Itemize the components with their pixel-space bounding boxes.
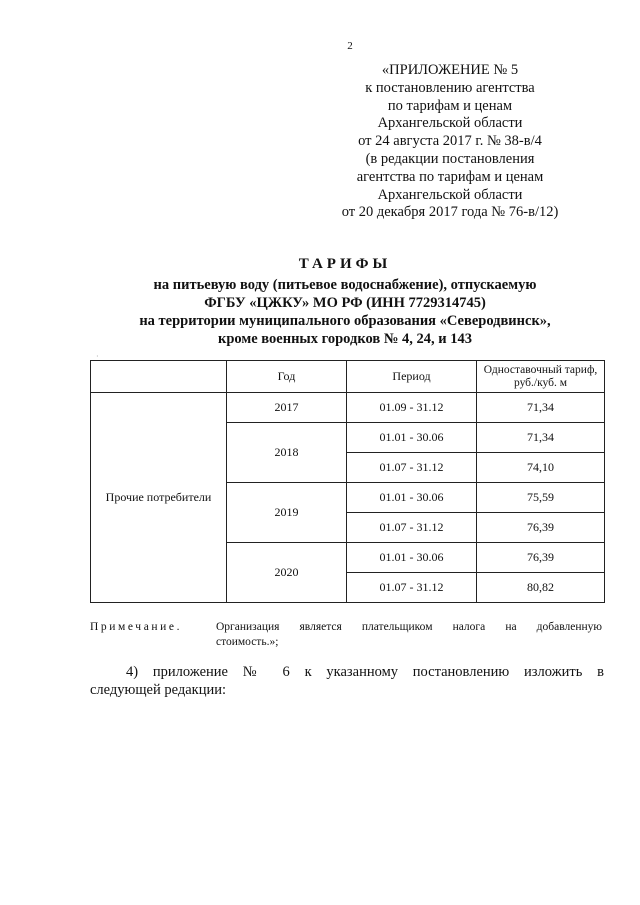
appendix-line: по тарифам и ценам xyxy=(387,97,513,114)
consumer-cell: Прочие потребители xyxy=(91,393,227,603)
appendix-line: к постановлению агентства xyxy=(365,79,535,96)
document-title xyxy=(90,255,600,348)
table-header-row xyxy=(91,361,605,393)
title-main: ТАРИФЫ xyxy=(298,256,392,272)
paragraph-line: следующей редакции: xyxy=(90,682,227,698)
note-text-continued: стоимость.»; xyxy=(216,636,279,648)
note-label: Примечание. xyxy=(90,621,183,633)
title-line: ФГБУ «ЦЖКУ» МО РФ (ИНН 7729314745) xyxy=(204,295,486,311)
table-row xyxy=(91,393,605,423)
appendix-line: Архангельской области xyxy=(377,115,523,132)
title-line: на питьевую воду (питьевое водоснабжение), отпускаемую xyxy=(153,277,537,293)
tariffs-table xyxy=(90,360,605,603)
period-cell: 01.01 - 30.06 xyxy=(347,423,477,453)
tariff-cell: 75,59 xyxy=(477,483,605,513)
header-period: Период xyxy=(347,361,477,393)
period-cell: 01.07 - 31.12 xyxy=(347,573,477,603)
tariff-cell: 71,34 xyxy=(477,423,605,453)
tariff-cell: 74,10 xyxy=(477,453,605,483)
appendix-line: от 20 декабря 2017 года № 76-в/12) xyxy=(341,204,559,221)
appendix-line: от 24 августа 2017 г. № 38-в/4 xyxy=(358,133,542,150)
year-cell: 2018 xyxy=(227,423,347,483)
appendix-line: агентства по тарифам и ценам xyxy=(356,168,544,185)
year-cell: 2019 xyxy=(227,483,347,543)
stray-mark: · xyxy=(96,352,99,361)
year-cell: 2017 xyxy=(227,393,347,423)
period-cell: 01.09 - 31.12 xyxy=(347,393,477,423)
header-year: Год xyxy=(227,361,347,393)
appendix-line: «ПРИЛОЖЕНИЕ № 5 xyxy=(381,62,519,78)
period-cell: 01.07 - 31.12 xyxy=(347,453,477,483)
year-cell: 2020 xyxy=(227,543,347,603)
tariff-cell: 76,39 xyxy=(477,543,605,573)
tariff-cell: 80,82 xyxy=(477,573,605,603)
header-tariff: Одноставочный тариф, руб./куб. м xyxy=(477,361,605,393)
header-consumer xyxy=(91,361,227,393)
appendix-line: Архангельской области xyxy=(377,186,523,203)
appendix-header xyxy=(330,62,570,222)
period-cell: 01.01 - 30.06 xyxy=(347,483,477,513)
period-cell: 01.01 - 30.06 xyxy=(347,543,477,573)
title-line: на территории муниципального образования «Северодвинск», xyxy=(139,313,551,329)
paragraph-line: 4) приложение № 6 к указанному постановлению изложить в xyxy=(126,664,604,680)
period-cell: 01.07 - 31.12 xyxy=(347,513,477,543)
note-text: Организация является плательщиком налога на добавленную xyxy=(216,621,602,633)
tariff-cell: 76,39 xyxy=(477,513,605,543)
page-number: 2 xyxy=(347,40,353,52)
title-line: кроме военных городков № 4, 24, и 143 xyxy=(217,331,473,347)
paragraph xyxy=(90,663,604,699)
appendix-line: (в редакции постановления xyxy=(365,150,535,167)
tariff-cell: 71,34 xyxy=(477,393,605,423)
